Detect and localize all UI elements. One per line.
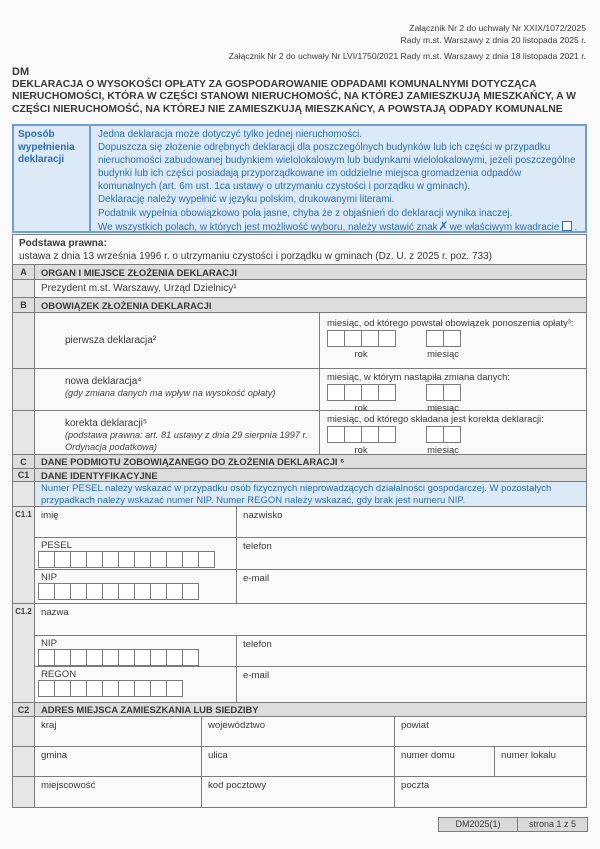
- row-number-cell: [13, 747, 35, 776]
- year-input-boxes[interactable]: [327, 330, 395, 347]
- month-input-boxes[interactable]: [426, 426, 460, 443]
- c12-grid: [35, 604, 586, 702]
- field-gmina[interactable]: gmina: [41, 750, 68, 761]
- regon-label: REGON: [41, 669, 77, 680]
- field-nazwisko[interactable]: nazwisko: [236, 507, 586, 537]
- new-declaration-label: nowa deklaracja⁴: [65, 376, 142, 387]
- field-miejscowosc[interactable]: miejscowość: [41, 780, 96, 791]
- regon-input-boxes[interactable]: [38, 680, 233, 697]
- section-c1-id: C1: [13, 469, 35, 481]
- form-table: [12, 234, 587, 808]
- form-title: DEKLARACJA O WYSOKOŚCI OPŁATY ZA GOSPODAROWANIE ODPADAMI KOMUNALNYMI DOTYCZĄCA NIERUCHOMOŚCI, KTÓRA W CZĘŚCI STANOWI NIERUCHOMOŚĆ, NA KTÓREJ ZAMIESZKUJĄ MIESZKAŃCY, A W CZĘŚCI NIERUCHOMOŚĆ, NA KTÓREJ NIE ZAMIESZKUJĄ MIESZKAŃCY, A POWSTAJĄ ODPADY KOMUNALNE: [12, 79, 576, 115]
- year-group: [327, 426, 395, 455]
- instruction-text: We wszystkich polach, w których jest możliwość wyboru, należy wstawić znak: [98, 221, 438, 233]
- year-group: [327, 330, 395, 359]
- form-code: DM: [12, 66, 30, 78]
- nip-label: NIP: [41, 572, 57, 583]
- month-input-boxes[interactable]: [426, 330, 460, 347]
- year-label: rok: [354, 444, 368, 455]
- correction-date-cell: [319, 411, 586, 454]
- new-declaration-sublabel: (gdy zmiana danych ma wpływ na wysokość opłaty): [65, 388, 276, 398]
- legal-basis-text: ustawa z dnia 13 września 1996 r. o utrzymaniu czystości i porządku w gminach (Dz. U. z 2025 r. poz. 733): [19, 251, 492, 262]
- field-regon[interactable]: [35, 667, 236, 702]
- field-imie[interactable]: imię: [41, 510, 59, 521]
- correction-declaration-option[interactable]: [35, 411, 319, 454]
- field-nip[interactable]: [35, 570, 236, 603]
- field-email-c12[interactable]: e-mail: [236, 667, 586, 702]
- pesel-note-row: [13, 482, 586, 507]
- section-c2-id: C2: [13, 703, 35, 716]
- correction-declaration-label: korekta deklaracji⁵: [65, 418, 147, 429]
- month-label: miesiąc: [427, 402, 459, 413]
- row-number-cell: [13, 777, 35, 807]
- month-group: [426, 384, 460, 413]
- year-label: rok: [354, 402, 368, 413]
- field-kod-pocztowy[interactable]: kod pocztowy: [201, 777, 394, 807]
- c11-grid: [35, 507, 586, 603]
- field-nazwa[interactable]: nazwa: [41, 607, 69, 618]
- section-b-id: B: [13, 298, 35, 312]
- section-b-title: OBOWIĄZEK ZŁOŻENIA DEKLARACJI: [41, 299, 212, 311]
- section-c12-id: C1.2: [13, 604, 35, 702]
- instructions-label: Sposób wypełnienia deklaracji: [14, 126, 91, 231]
- section-c-header: [13, 455, 586, 469]
- legal-basis-cell: [13, 235, 586, 264]
- field-kraj[interactable]: kraj: [41, 720, 57, 731]
- field-telefon[interactable]: telefon: [236, 538, 586, 569]
- address-row-2: [13, 747, 586, 777]
- pesel-note-text: Numer PESEL należy wskazać w przypadku osób fizycznych nieprowadzących działalności gospodarczej. W pozostałych przypadkach należy wskazać numer NIP. Numer REGON należy wskazać, gdy brak jest numeru NIP.: [35, 482, 586, 506]
- footer-form-code: DM2025(1): [438, 817, 517, 832]
- attachment-line-2: Rady m.st. Warszawy z dnia 20 listopada 2025 r.: [400, 34, 586, 45]
- nip-label: NIP: [41, 638, 57, 649]
- correction-declaration-sublabel: (podstawa prawna: art. 81 ustawy z dnia 29 sierpnia 1997 r. Ordynacja podatkowa): [65, 430, 308, 452]
- instruction-line: Deklarację należy wypełnić w języku polskim, drukowanymi literami.: [98, 194, 395, 206]
- field-numer-domu[interactable]: numer domu: [394, 747, 494, 776]
- legal-basis-label: Podstawa prawna:: [19, 238, 107, 249]
- organ-value: Prezydent m.st. Warszawy, Urząd Dzielnicy¹: [41, 283, 237, 294]
- section-c2-header: [13, 703, 586, 717]
- row-number-cell: [13, 280, 35, 297]
- pesel-label: PESEL: [41, 540, 72, 551]
- empty-checkbox-icon: [562, 221, 572, 231]
- row-number-cell: [13, 313, 35, 368]
- nip-input-boxes[interactable]: [38, 649, 233, 666]
- row-number-cell: [13, 369, 35, 410]
- month-label: miesiąc: [427, 444, 459, 455]
- month-obligation-label: miesiąc, od którego powstał obowiązek ponoszenia opłaty³:: [327, 317, 574, 328]
- section-c12-row: [13, 604, 586, 703]
- section-c2-title: ADRES MIEJSCA ZAMIESZKANIA LUB SIEDZIBY: [41, 704, 259, 715]
- field-wojewodztwo[interactable]: województwo: [201, 717, 394, 746]
- row-number-cell: [13, 411, 35, 454]
- section-a-row: [13, 280, 586, 298]
- instruction-text: we właściwym kwadracie: [449, 221, 560, 233]
- instructions-box: [12, 124, 587, 233]
- field-nip-c12[interactable]: [35, 636, 236, 666]
- year-group: [327, 384, 395, 413]
- attachment-line-1: Załącznik Nr 2 do uchwały Nr XXIX/1072/2025: [409, 23, 586, 33]
- section-a-header: [13, 265, 586, 280]
- pesel-input-boxes[interactable]: [38, 551, 233, 568]
- year-input-boxes[interactable]: [327, 426, 395, 443]
- instruction-checkbox-line: [98, 220, 578, 234]
- instruction-line: Podatnik wypełnia obowiązkowo pola jasne, chyba że z objaśnień do deklaracji wynika inaczej.: [98, 207, 513, 219]
- new-declaration-date-cell: [319, 369, 586, 413]
- address-row-3: [13, 777, 586, 807]
- field-email[interactable]: e-mail: [236, 570, 586, 603]
- month-label: miesiąc: [427, 348, 459, 359]
- attachment-note-2025: [401, 23, 587, 46]
- legal-basis-row: [13, 235, 586, 265]
- nip-input-boxes[interactable]: [38, 583, 233, 600]
- first-declaration-date-cell: [319, 313, 586, 368]
- section-b-header: [13, 298, 586, 313]
- declaration-type-row-first: [13, 313, 586, 369]
- section-a-id: A: [13, 265, 35, 279]
- month-correction-label: miesiąc, od którego składana jest korekta deklaracji:: [327, 413, 544, 424]
- field-numer-lokalu[interactable]: numer lokalu: [494, 747, 586, 776]
- page-footer: [438, 817, 588, 832]
- month-group: [426, 330, 460, 359]
- footer-page-number: strona 1 z 5: [517, 817, 588, 832]
- year-label: rok: [354, 348, 368, 359]
- instruction-line: Jedna deklaracja może dotyczyć tylko jednej nieruchomości.: [98, 129, 363, 140]
- declaration-type-row-correction: [13, 411, 586, 455]
- instruction-line: Dopuszcza się złożenie odrębnych deklaracji dla poszczególnych budynków lub ich części w przypadku nieruchomości zabudowanej budynkiem wielolokalowym lub budynkami wielolokalowymi, jeżeli poszczególne budynki lub ich części posiadają przyporządkowane im oddzielne miejsca gromadzenia odpadów komunalnych (art. 6m ust. 1ca ustawy o utrzymaniu czystości i porządku w gminach).: [98, 142, 576, 193]
- field-telefon-c12[interactable]: telefon: [236, 636, 586, 666]
- instruction-text: .: [574, 221, 578, 233]
- section-c1-title: DANE IDENTYFIKACYJNE: [41, 469, 158, 481]
- declaration-type-row-new: [13, 369, 586, 411]
- row-number-cell: [13, 717, 35, 746]
- new-declaration-option[interactable]: [35, 369, 319, 410]
- month-input-boxes[interactable]: [426, 384, 460, 401]
- section-c1-header: [13, 469, 586, 482]
- section-c11-row: [13, 507, 586, 604]
- instructions-content: [91, 126, 585, 231]
- first-declaration-option[interactable]: pierwsza deklaracja²: [65, 335, 157, 346]
- section-a-title: ORGAN I MIEJSCE ZŁOŻENIA DEKLARACJI: [41, 266, 238, 278]
- section-c-title: DANE PODMIOTU ZOBOWIĄZANEGO DO ZŁOŻENIA DEKLARACJI ⁶: [41, 456, 345, 467]
- month-change-label: miesiąc, w którym nastąpiła zmiana danych:: [327, 371, 510, 382]
- field-ulica[interactable]: ulica: [201, 747, 394, 776]
- row-number-cell: [13, 482, 35, 506]
- section-c-id: C: [13, 455, 35, 468]
- year-input-boxes[interactable]: [327, 384, 395, 401]
- x-mark-icon: ✗: [438, 218, 449, 233]
- section-c11-id: C1.1: [13, 507, 35, 603]
- field-pesel[interactable]: [35, 538, 236, 569]
- address-row-1: [13, 717, 586, 747]
- field-poczta[interactable]: poczta: [394, 777, 586, 807]
- attachment-note-2021: Załącznik Nr 2 do uchwały Nr LVI/1750/2021 Rady m.st. Warszawy z dnia 18 listopada 2021 r.: [228, 51, 586, 61]
- field-powiat[interactable]: powiat: [394, 717, 586, 746]
- month-group: [426, 426, 460, 455]
